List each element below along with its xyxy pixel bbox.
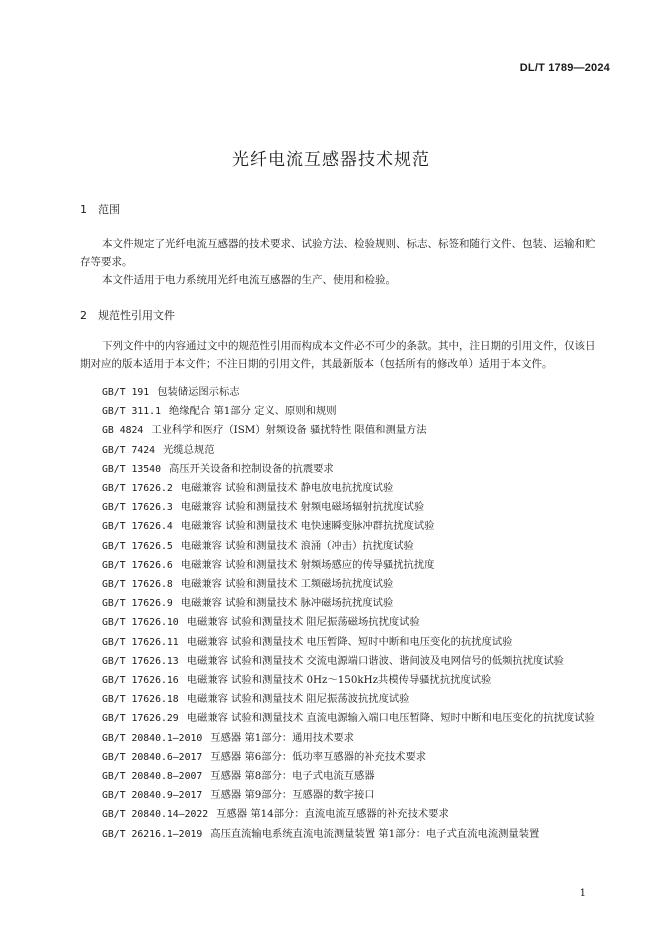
reference-item xyxy=(80,671,605,690)
reference-title: 包装储运图示标志 xyxy=(157,386,240,398)
reference-title: 互感器 第9部分：互感器的数字接口 xyxy=(210,789,375,802)
reference-title: 电磁兼容 试验和测量技术 0Hz～150kHz共模传导骚扰抗扰度试验 xyxy=(186,674,492,687)
reference-item xyxy=(80,594,605,613)
reference-title: 电磁兼容 试验和测量技术 电压暂降、短时中断和电压变化的抗扰度试验 xyxy=(186,635,513,648)
section-title: 规范性引用文件 xyxy=(98,309,175,322)
reference-code: GB/T 20840.6—2017 xyxy=(102,751,203,763)
reference-item xyxy=(80,748,605,767)
reference-item xyxy=(80,556,605,575)
reference-title: 高压开关设备和控制设备的抗震要求 xyxy=(168,462,334,475)
reference-item xyxy=(80,421,605,440)
reference-code: GB/T 17626.8 xyxy=(102,579,173,591)
reference-code: GB/T 17626.9 xyxy=(102,598,173,610)
reference-item xyxy=(80,479,605,498)
reference-item xyxy=(80,498,605,517)
reference-code: GB/T 17626.10 xyxy=(102,617,179,629)
reference-title: 互感器 第1部分：通用技术要求 xyxy=(210,731,354,744)
section-title: 范围 xyxy=(98,203,120,216)
reference-code: GB/T 311.1 xyxy=(102,406,161,418)
reference-code: GB 4824 xyxy=(102,425,144,437)
reference-code: GB/T 17626.18 xyxy=(102,694,179,706)
reference-item xyxy=(80,767,605,786)
reference-code: GB/T 17626.4 xyxy=(102,521,173,533)
reference-title: 互感器 第14部分：直流电流互感器的补充技术要求 xyxy=(216,808,449,821)
reference-item xyxy=(80,690,605,709)
reference-code: GB/T 17626.29 xyxy=(102,713,179,725)
page-number: 1 xyxy=(579,888,586,899)
reference-code: GB/T 17626.16 xyxy=(102,675,179,687)
standard-code: DL/T 1789—2024 xyxy=(519,62,610,74)
reference-code: GB/T 17626.3 xyxy=(102,502,173,514)
reference-code: GB/T 17626.5 xyxy=(102,540,173,552)
reference-code: GB/T 20840.8—2007 xyxy=(102,771,203,783)
reference-title: 互感器 第8部分：电子式电流互感器 xyxy=(210,770,375,783)
reference-code: GB/T 191 xyxy=(102,387,150,398)
reference-title: 电磁兼容 试验和测量技术 浪涌（冲击）抗扰度试验 xyxy=(180,539,414,552)
scope-paragraph: 本文件规定了光纤电流互感器的技术要求、试验方法、检验规则、标志、标签和随行文件、包装、运输和贮存等要求。 xyxy=(80,238,596,268)
reference-item xyxy=(80,613,605,632)
reference-item xyxy=(80,709,605,728)
reference-title: 互感器 第6部分：低功率互感器的补充技术要求 xyxy=(210,750,427,763)
reference-code: GB/T 17626.11 xyxy=(102,636,179,648)
reference-title: 电磁兼容 试验和测量技术 阻尼振荡波抗扰度试验 xyxy=(186,693,410,706)
reference-item xyxy=(80,517,605,536)
reference-code: GB/T 17626.2 xyxy=(102,483,173,495)
reference-title: 电磁兼容 试验和测量技术 工频磁场抗扰度试验 xyxy=(180,578,394,591)
reference-title: 电磁兼容 试验和测量技术 交流电源端口谐波、谐间波及电网信号的低频抗扰度试验 xyxy=(186,654,564,667)
applicability-paragraph: 本文件适用于电力系统用光纤电流互感器的生产、使用和检验。 xyxy=(102,274,396,286)
reference-title: 电磁兼容 试验和测量技术 直流电源输入端口电压暂降、短时中断和电压变化的抗扰度试验 xyxy=(186,712,595,725)
reference-title: 电磁兼容 试验和测量技术 静电放电抗扰度试验 xyxy=(180,482,394,495)
reference-item xyxy=(80,805,605,824)
reference-item xyxy=(80,441,605,460)
reference-code: GB/T 20840.9—2017 xyxy=(102,790,203,802)
reference-title: 电磁兼容 试验和测量技术 阻尼振荡磁场抗扰度试验 xyxy=(186,616,420,629)
reference-code: GB/T 7424 xyxy=(102,444,156,456)
reference-code: GB/T 20840.14—2022 xyxy=(102,809,209,821)
reference-item xyxy=(80,633,605,652)
reference-title: 电磁兼容 试验和测量技术 脉冲磁场抗扰度试验 xyxy=(180,597,394,610)
section-1-heading xyxy=(80,201,120,217)
reference-code: GB/T 20840.1—2010 xyxy=(102,732,203,744)
reference-title: 电磁兼容 试验和测量技术 电快速瞬变脉冲群抗扰度试验 xyxy=(180,520,435,533)
reference-code: GB/T 17626.6 xyxy=(102,559,173,571)
reference-item xyxy=(80,575,605,594)
reference-item xyxy=(80,537,605,556)
reference-title: 绝缘配合 第1部分 定义、原则和规则 xyxy=(168,405,337,418)
section-2-heading xyxy=(80,307,175,323)
references-intro: 下列文件中的内容通过文中的规范性引用而构成本文件必不可少的条款。其中，注日期的引用文件，仅该日期对应的版本适用于本文件；不注日期的引用文件，其最新版本（包括所有的修改单）适用于本文件。 xyxy=(80,340,596,370)
reference-item xyxy=(80,402,605,421)
reference-list xyxy=(80,383,605,844)
reference-item xyxy=(80,460,605,479)
reference-item xyxy=(80,383,605,402)
document-title: 光纤电流互感器技术规范 xyxy=(232,150,430,170)
reference-code: GB/T 13540 xyxy=(102,463,161,475)
section-number: 2 xyxy=(80,309,87,322)
reference-title: 电磁兼容 试验和测量技术 射频电磁场辐射抗扰度试验 xyxy=(180,501,425,514)
section-number: 1 xyxy=(80,203,87,216)
reference-title: 电磁兼容 试验和测量技术 射频场感应的传导骚扰抗扰度 xyxy=(180,558,435,571)
reference-item xyxy=(80,652,605,671)
reference-item xyxy=(80,729,605,748)
reference-item xyxy=(80,825,605,844)
reference-item xyxy=(80,786,605,805)
reference-title: 工业科学和医疗（ISM）射频设备 骚扰特性 限值和测量方法 xyxy=(151,424,427,437)
reference-code: GB/T 17626.13 xyxy=(102,655,179,667)
reference-title: 高压直流输电系统直流电流测量装置 第1部分：电子式直流电流测量装置 xyxy=(210,827,540,840)
reference-title: 光缆总规范 xyxy=(163,443,215,456)
reference-code: GB/T 26216.1—2019 xyxy=(102,828,203,840)
